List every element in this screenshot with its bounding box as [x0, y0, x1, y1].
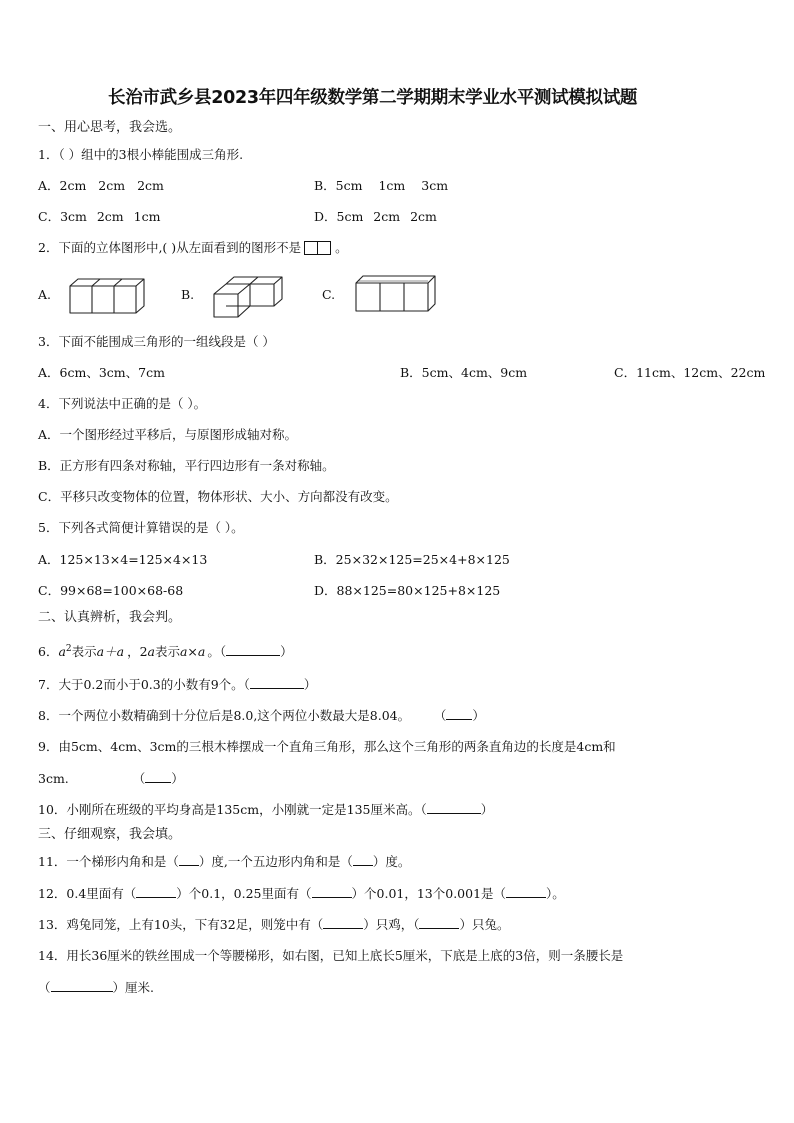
question-5-option-d[interactable]: D．88×125=80×125+8×125 [314, 583, 501, 598]
q6-text-2: ，2 [127, 644, 148, 660]
question-9-text-2: 3cm. [38, 771, 69, 786]
question-1-option-a[interactable]: A．2cm 2cm 2cm [38, 178, 164, 193]
q12-text-3: ）个0.01，13个0.001是（ [351, 886, 507, 901]
question-14-line-2 [38, 979, 154, 996]
question-2-option-c[interactable]: C. [322, 287, 336, 302]
question-3-option-a[interactable]: A．6cm、3cm、7cm [38, 365, 165, 380]
question-6 [38, 641, 293, 660]
question-13 [38, 916, 510, 933]
question-7-text: 7．大于0.2而小于0.3的小数有9个。（ [38, 677, 250, 692]
question-12 [38, 885, 565, 902]
question-1-stem: 1．（ ）组中的3根小棒能围成三角形. [38, 147, 244, 162]
q11-text-1: 11．一个梯形内角和是（ [38, 854, 179, 869]
question-9-line-1: 9．由5cm、4cm、3cm的三根木棒摆成一个直角三角形，那么这个三角形的两条直角边的长度是4cm和 [38, 739, 616, 754]
question-3-option-c[interactable]: C．11cm、12cm、22cm [614, 365, 766, 380]
answer-blank[interactable] [323, 916, 363, 929]
q6-text-1: 表示 [71, 644, 97, 660]
question-8 [38, 707, 485, 724]
q8-open: （ [440, 708, 447, 723]
question-10-text: 10．小刚所在班级的平均身高是135cm，小刚就一定是135厘米高。（ [38, 802, 427, 817]
question-2-stem [38, 240, 348, 258]
section-heading-2: 二、认真辨析，我会判。 [38, 610, 182, 625]
q6-text-3: 表示 [154, 644, 180, 660]
q12-text-2: ）个0.1，0.25里面有（ [176, 886, 312, 901]
answer-blank[interactable] [51, 979, 113, 992]
question-1-option-b[interactable]: B．5cm 1cm 3cm [314, 178, 449, 193]
question-5-option-b[interactable]: B．25×32×125=25×4+8×125 [314, 552, 510, 567]
section-heading-1: 一、用心思考，我会选。 [38, 120, 182, 135]
answer-blank[interactable] [145, 770, 171, 783]
q13-text-2: ）只鸡，（ [363, 917, 420, 932]
page-title: 长治市武乡县2023年四年级数学第二学期期末学业水平测试模拟试题 [108, 88, 638, 108]
q11-text-3: ）度。 [372, 854, 411, 869]
three-cubes-stacked-figure [356, 274, 436, 314]
q6-close: ） [280, 644, 293, 660]
question-5-option-a[interactable]: A．125×13×4=125×4×13 [38, 552, 208, 567]
answer-blank[interactable] [179, 853, 199, 866]
exponent: 2 [65, 644, 72, 654]
q14-open: （ [38, 980, 51, 995]
answer-blank[interactable] [427, 801, 481, 814]
question-14-line-1: 14．用长36厘米的铁丝围成一个等腰梯形，如右图，已知上底长5厘米，下底是上底的3倍，则一条腰长是 [38, 948, 624, 963]
q13-text-1: 13．鸡兔同笼，上有10头，下有32足，则笼中有（ [38, 917, 324, 932]
answer-blank[interactable] [312, 885, 352, 898]
answer-blank[interactable] [226, 643, 280, 656]
q6-text-4: 。（ [207, 644, 227, 660]
q9-open: （ [132, 771, 146, 786]
question-5-option-c[interactable]: C．99×68=100×68-68 [38, 583, 184, 598]
answer-blank[interactable] [419, 916, 459, 929]
question-1-option-c[interactable]: C．3cm 2cm 1cm [38, 209, 161, 224]
q6-expression-1: a＋a [96, 644, 125, 660]
q6-expression-2: a×a [179, 644, 206, 660]
q12-text-4: ）。 [546, 886, 565, 901]
question-10 [38, 801, 493, 818]
q10-close: ） [480, 802, 494, 817]
q9-close: ） [171, 771, 184, 786]
variable-a-2: a [147, 644, 155, 660]
question-4-option-a[interactable]: A．一个图形经过平移后，与原图形成轴对称。 [38, 427, 298, 442]
question-11 [38, 853, 410, 870]
question-4-option-c[interactable]: C．平移只改变物体的位置，物体形状、大小、方向都没有改变。 [38, 489, 398, 504]
four-cubes-l-shape-figure [214, 276, 284, 318]
question-6-number: 6． [38, 644, 59, 660]
three-cubes-row-figure [70, 278, 150, 316]
q13-text-3: ）只兔。 [459, 917, 510, 932]
answer-blank[interactable] [506, 885, 546, 898]
question-4-option-b[interactable]: B．正方形有四条对称轴，平行四边形有一条对称轴。 [38, 458, 335, 473]
question-2-stem-end: 。 [335, 240, 348, 255]
question-4-stem: 4．下列说法中正确的是（ ）。 [38, 396, 207, 411]
answer-blank[interactable] [446, 707, 472, 720]
answer-blank[interactable] [250, 676, 304, 689]
q8-close: ） [472, 708, 485, 723]
section-heading-3: 三、仔细观察，我会填。 [38, 827, 182, 842]
question-9-line-2 [38, 770, 184, 787]
q14-text-2: ）厘米. [112, 980, 154, 995]
q7-close: ） [303, 677, 317, 692]
question-2-option-b[interactable]: B. [181, 287, 195, 302]
variable-a: a [58, 644, 66, 660]
q12-text-1: 12．0.4里面有（ [38, 886, 137, 901]
question-5-stem: 5．下列各式简便计算错误的是（ ）。 [38, 520, 244, 535]
question-2-option-a[interactable]: A. [38, 287, 52, 302]
answer-blank[interactable] [136, 885, 176, 898]
two-squares-icon [304, 241, 331, 258]
question-8-text: 8．一个两位小数精确到十分位后是8.0,这个两位小数最大是8.04。 [38, 708, 411, 723]
answer-blank[interactable] [353, 853, 373, 866]
question-3-option-b[interactable]: B．5cm、4cm、9cm [400, 365, 528, 380]
q11-text-2: ）度,一个五边形内角和是（ [198, 854, 353, 869]
question-1-option-d[interactable]: D．5cm 2cm 2cm [314, 209, 437, 224]
question-7 [38, 676, 316, 693]
question-3-stem: 3．下面不能围成三角形的一组线段是（ ） [38, 334, 275, 349]
question-2-stem-text: 2．下面的立体图形中,( )从左面看到的图形不是 [38, 240, 302, 255]
